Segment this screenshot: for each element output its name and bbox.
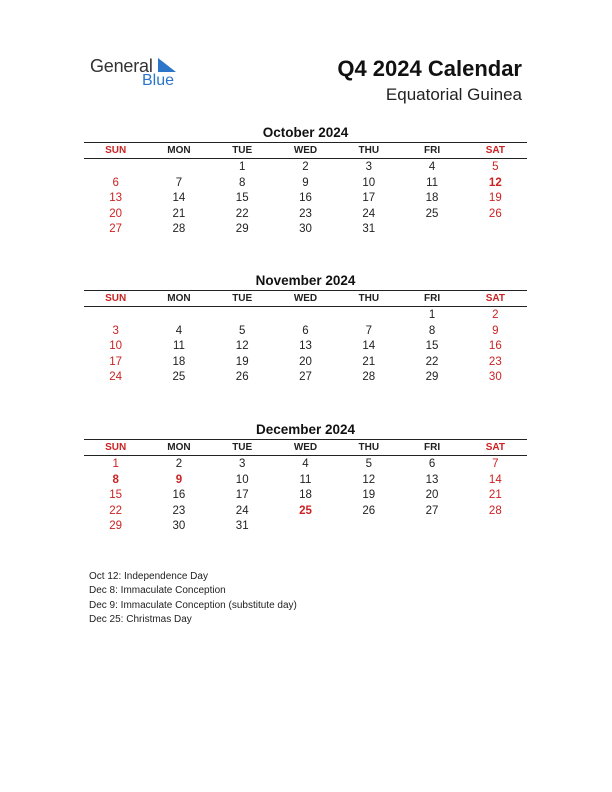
empty-day-cell [274,518,337,534]
day-cell: 28 [488,504,502,517]
empty-day-cell [84,159,147,175]
day-cell: 18 [299,489,312,502]
weekday-header: THU [358,145,380,156]
day-cell: 29 [109,520,123,533]
day-cell: 17 [362,192,376,205]
day-cell: 19 [488,192,502,205]
weekday-header-row [84,290,527,307]
day-cell: 10 [109,340,123,353]
day-cell: 14 [488,473,502,486]
page-title: Q4 2024 Calendar [337,56,522,81]
day-cell: 7 [365,324,372,337]
weekday-header: WED [293,145,318,156]
day-cell: 21 [172,207,186,220]
day-cell: 4 [175,324,183,337]
day-cell: 12 [235,340,249,353]
day-cell: 5 [239,324,246,337]
day-cell: 19 [235,355,249,368]
empty-day-cell [400,518,463,534]
day-cell: 1 [428,309,436,321]
day-cell: 20 [425,489,439,502]
day-cell: 1 [112,458,119,470]
weekday-header: THU [358,293,380,304]
day-cell: 18 [172,355,186,368]
empty-day-cell [464,221,527,237]
day-cell: 12 [362,473,376,486]
day-cell: 6 [112,176,119,189]
weekday-header: SUN [105,442,127,453]
day-grid [84,159,527,237]
day-cell: 16 [172,489,186,502]
day-cell: 13 [425,473,439,486]
weekday-header: SAT [485,293,505,304]
day-cell: 2 [175,458,183,470]
holiday-item: Dec 9: Immaculate Conception (substitute day) [89,599,297,611]
day-cell: 22 [235,207,249,220]
day-cell: 21 [488,489,502,502]
day-cell: 15 [425,340,439,353]
day-cell: 18 [425,192,439,205]
weekday-header: WED [293,442,318,453]
weekday-header: THU [358,442,380,453]
day-cell: 31 [235,520,249,533]
weekday-header: TUE [232,293,253,304]
day-cell: 23 [299,207,312,220]
weekday-header-row [84,439,527,456]
day-cell: 24 [109,371,123,384]
generalblue-logo [90,56,190,92]
day-cell: 22 [425,355,439,368]
day-cell: 9 [492,324,499,337]
day-cell: 7 [175,176,183,189]
weekday-header: FRI [423,442,441,453]
day-cell: 16 [299,192,312,205]
weekday-header: FRI [423,145,441,156]
day-cell: 10 [362,176,376,189]
empty-day-cell [337,307,400,323]
day-cell: 29 [425,371,439,384]
day-cell: 5 [365,458,372,470]
day-cell: 3 [365,161,372,173]
day-grid [84,456,527,534]
weekday-header: TUE [232,145,253,156]
day-cell: 12 [488,176,502,189]
day-cell: 26 [488,207,502,220]
day-cell: 24 [362,207,376,220]
holiday-item: Dec 25: Christmas Day [89,614,192,626]
day-cell: 1 [239,161,246,173]
weekday-header: FRI [423,293,441,304]
day-cell: 9 [302,176,309,189]
day-cell: 5 [492,161,499,173]
day-cell: 28 [172,223,186,236]
day-cell: 26 [235,371,249,384]
day-cell: 20 [109,207,123,220]
empty-day-cell [211,307,274,323]
weekday-header: SAT [485,145,505,156]
weekday-header-row [84,142,527,159]
weekday-header: SAT [485,442,505,453]
day-cell: 30 [299,223,312,236]
day-cell: 3 [112,324,119,337]
weekday-header: TUE [232,442,253,453]
day-cell: 25 [299,504,312,517]
empty-day-cell [274,307,337,323]
weekday-header: SUN [105,293,127,304]
month-november [84,272,527,385]
weekday-header: WED [293,293,318,304]
day-cell: 22 [109,504,123,517]
day-cell: 8 [428,324,436,337]
logo-word-general: General [90,56,153,76]
day-cell: 2 [492,309,499,321]
day-cell: 14 [172,192,186,205]
day-cell: 20 [299,355,312,368]
day-cell: 8 [239,176,246,189]
day-cell: 23 [172,504,186,517]
day-cell: 13 [299,340,312,353]
holiday-item: Oct 12: Independence Day [89,571,208,582]
empty-day-cell [400,221,463,237]
empty-day-cell [337,518,400,534]
day-cell: 28 [362,371,376,384]
day-cell: 2 [302,161,309,173]
day-cell: 30 [172,520,186,533]
weekday-header: MON [167,293,191,304]
month-december [84,421,527,534]
day-cell: 31 [362,223,376,236]
month-title: December 2024 [255,422,356,437]
holiday-item: Dec 8: Immaculate Conception [89,585,226,597]
day-cell: 11 [172,340,185,353]
day-cell: 14 [362,340,376,353]
day-cell: 24 [235,504,249,517]
day-cell: 4 [428,161,436,173]
logo-word-blue: Blue [142,72,175,89]
day-cell: 17 [235,489,249,502]
day-cell: 6 [302,324,309,337]
day-cell: 30 [488,371,502,384]
day-cell: 27 [109,223,123,236]
day-cell: 23 [488,355,502,368]
empty-day-cell [84,307,147,323]
day-cell: 6 [428,458,436,470]
day-cell: 11 [299,473,312,486]
empty-day-cell [147,159,210,175]
day-cell: 21 [362,355,376,368]
month-october [84,124,527,237]
day-cell: 13 [109,192,123,205]
day-cell: 25 [425,207,439,220]
day-cell: 17 [109,355,123,368]
month-title: November 2024 [255,273,356,288]
day-cell: 15 [235,192,249,205]
day-cell: 7 [492,458,499,470]
day-cell: 25 [172,371,186,384]
holiday-list [89,570,297,628]
day-cell: 19 [362,489,376,502]
day-cell: 27 [425,504,439,517]
empty-day-cell [464,518,527,534]
day-cell: 4 [302,458,309,470]
weekday-header: MON [167,442,191,453]
month-title: October 2024 [262,125,349,140]
country-subtitle: Equatorial Guinea [385,85,522,104]
day-cell: 16 [488,340,502,353]
day-cell: 11 [426,176,439,189]
day-cell: 9 [175,473,183,486]
day-grid [84,307,527,385]
day-cell: 10 [235,473,249,486]
weekday-header: MON [167,145,191,156]
day-cell: 8 [112,473,119,486]
day-cell: 27 [299,371,312,384]
day-cell: 29 [235,223,249,236]
day-cell: 15 [109,489,123,502]
day-cell: 26 [362,504,376,517]
empty-day-cell [147,307,210,323]
day-cell: 3 [239,458,246,470]
weekday-header: SUN [105,145,127,156]
